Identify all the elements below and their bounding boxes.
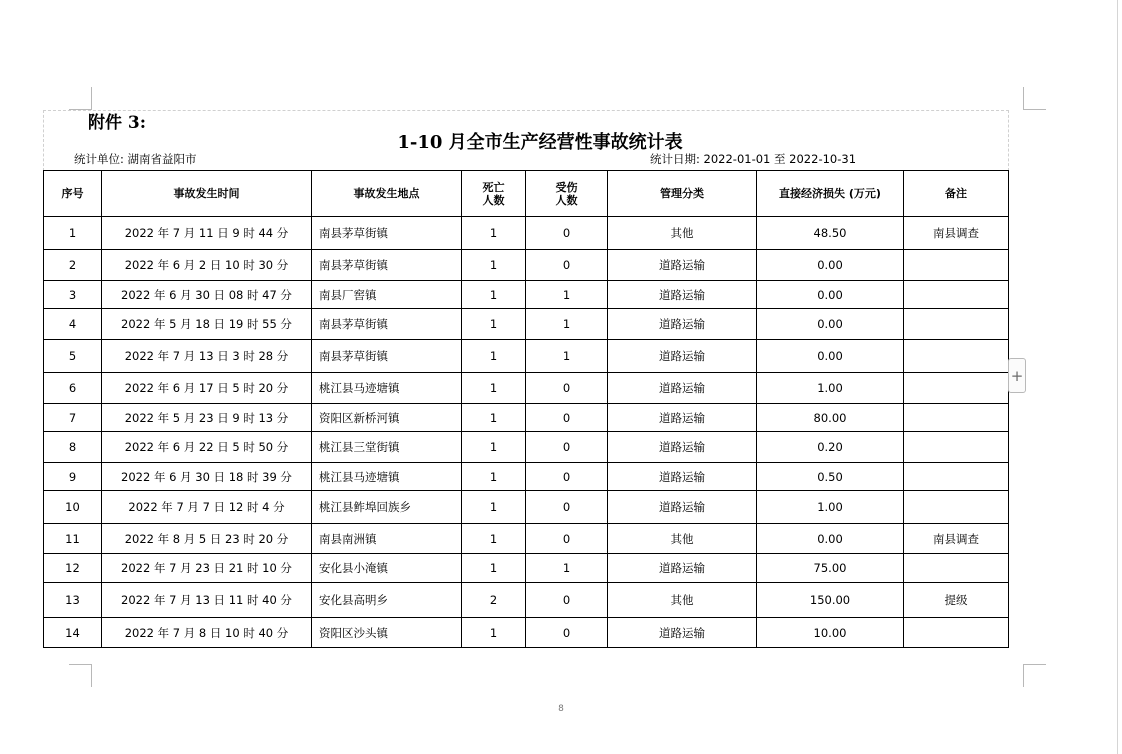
cell-note <box>904 250 1009 281</box>
statistics-unit: 统计单位: 湖南省益阳市 <box>74 152 197 166</box>
cell-loss: 1.00 <box>757 373 904 404</box>
cell-injured: 1 <box>526 554 608 583</box>
cell-loss: 0.00 <box>757 524 904 554</box>
cell-seq: 6 <box>44 373 102 404</box>
cell-injured: 0 <box>526 618 608 648</box>
header-seq: 序号 <box>44 171 102 217</box>
document-edge <box>1117 0 1118 754</box>
cell-seq: 1 <box>44 217 102 250</box>
cell-injured: 0 <box>526 250 608 281</box>
cell-injured: 0 <box>526 524 608 554</box>
cell-injured: 0 <box>526 583 608 618</box>
cell-category: 其他 <box>608 217 757 250</box>
cell-category: 道路运输 <box>608 432 757 463</box>
cell-category: 道路运输 <box>608 463 757 491</box>
cell-seq: 2 <box>44 250 102 281</box>
cell-deaths: 1 <box>462 554 526 583</box>
header-loss: 直接经济损失 (万元) <box>757 171 904 217</box>
cell-note <box>904 554 1009 583</box>
cell-category: 道路运输 <box>608 281 757 309</box>
cell-loss: 0.20 <box>757 432 904 463</box>
cell-deaths: 1 <box>462 404 526 432</box>
cell-seq: 11 <box>44 524 102 554</box>
header-deaths-line1: 死亡 <box>482 180 505 194</box>
cell-injured: 0 <box>526 491 608 524</box>
header-injured-line1: 受伤 <box>555 180 578 194</box>
cell-injured: 0 <box>526 404 608 432</box>
cell-loss: 80.00 <box>757 404 904 432</box>
table-row <box>44 432 1009 463</box>
cell-note: 南县调查 <box>904 217 1009 250</box>
table-row <box>44 250 1009 281</box>
document-title: 1-10 月全市生产经营性事故统计表 <box>397 132 683 153</box>
cell-location: 安化县高明乡 <box>312 583 462 618</box>
cell-location: 桃江县马迹塘镇 <box>312 373 462 404</box>
table-row <box>44 281 1009 309</box>
header-deaths <box>462 171 526 217</box>
table-row <box>44 404 1009 432</box>
cell-location: 资阳区新桥河镇 <box>312 404 462 432</box>
cell-injured: 0 <box>526 432 608 463</box>
cell-seq: 10 <box>44 491 102 524</box>
table-row <box>44 583 1009 618</box>
cell-category: 道路运输 <box>608 340 757 373</box>
cell-deaths: 1 <box>462 281 526 309</box>
cell-deaths: 1 <box>462 373 526 404</box>
cell-deaths: 1 <box>462 250 526 281</box>
table-row <box>44 463 1009 491</box>
cell-category: 道路运输 <box>608 373 757 404</box>
cell-location: 桃江县鲊埠回族乡 <box>312 491 462 524</box>
header-category: 管理分类 <box>608 171 757 217</box>
cell-loss: 48.50 <box>757 217 904 250</box>
cell-time: 2022 年 8 月 5 日 23 时 20 分 <box>102 524 312 554</box>
cell-time: 2022 年 7 月 13 日 11 时 40 分 <box>102 583 312 618</box>
cell-time: 2022 年 6 月 17 日 5 时 20 分 <box>102 373 312 404</box>
cell-time: 2022 年 6 月 30 日 08 时 47 分 <box>102 281 312 309</box>
cell-seq: 13 <box>44 583 102 618</box>
cell-note <box>904 404 1009 432</box>
crop-mark-top-right <box>1023 87 1046 110</box>
cell-time: 2022 年 7 月 7 日 12 时 4 分 <box>102 491 312 524</box>
cell-time: 2022 年 7 月 13 日 3 时 28 分 <box>102 340 312 373</box>
cell-deaths: 1 <box>462 524 526 554</box>
cell-location: 南县茅草街镇 <box>312 250 462 281</box>
cell-category: 道路运输 <box>608 309 757 340</box>
cell-deaths: 1 <box>462 309 526 340</box>
cell-note <box>904 309 1009 340</box>
table-row <box>44 491 1009 524</box>
cell-note <box>904 373 1009 404</box>
cell-note <box>904 281 1009 309</box>
cell-deaths: 1 <box>462 340 526 373</box>
cell-seq: 9 <box>44 463 102 491</box>
cell-note <box>904 463 1009 491</box>
cell-category: 其他 <box>608 583 757 618</box>
cell-note: 南县调查 <box>904 524 1009 554</box>
table-row <box>44 618 1009 648</box>
cell-category: 道路运输 <box>608 250 757 281</box>
table-row <box>44 554 1009 583</box>
cell-loss: 75.00 <box>757 554 904 583</box>
header-location: 事故发生地点 <box>312 171 462 217</box>
table-row <box>44 309 1009 340</box>
cell-seq: 7 <box>44 404 102 432</box>
cell-category: 道路运输 <box>608 554 757 583</box>
cell-deaths: 1 <box>462 618 526 648</box>
cell-time: 2022 年 7 月 23 日 21 时 10 分 <box>102 554 312 583</box>
table-header-row <box>44 171 1009 217</box>
cell-injured: 0 <box>526 373 608 404</box>
cell-category: 道路运输 <box>608 491 757 524</box>
annex-label: 附件 3: <box>88 113 147 133</box>
cell-seq: 8 <box>44 432 102 463</box>
cell-time: 2022 年 5 月 23 日 9 时 13 分 <box>102 404 312 432</box>
cell-loss: 0.00 <box>757 250 904 281</box>
cell-loss: 0.50 <box>757 463 904 491</box>
crop-mark-top-left <box>69 87 92 110</box>
cell-deaths: 1 <box>462 432 526 463</box>
cell-note: 提级 <box>904 583 1009 618</box>
cell-note <box>904 432 1009 463</box>
statistics-date: 统计日期: 2022-01-01 至 2022-10-31 <box>650 152 857 166</box>
cell-loss: 150.00 <box>757 583 904 618</box>
cell-time: 2022 年 6 月 30 日 18 时 39 分 <box>102 463 312 491</box>
cell-location: 南县南洲镇 <box>312 524 462 554</box>
header-injured-line2: 人数 <box>555 193 578 207</box>
cell-seq: 12 <box>44 554 102 583</box>
cell-seq: 4 <box>44 309 102 340</box>
cell-seq: 3 <box>44 281 102 309</box>
cell-injured: 0 <box>526 217 608 250</box>
cell-loss: 1.00 <box>757 491 904 524</box>
cell-injured: 1 <box>526 309 608 340</box>
cell-injured: 1 <box>526 281 608 309</box>
cell-location: 安化县小淹镇 <box>312 554 462 583</box>
header-injured <box>526 171 608 217</box>
cell-loss: 10.00 <box>757 618 904 648</box>
accident-statistics-table <box>43 170 1009 648</box>
crop-mark-bottom-left <box>69 664 92 687</box>
cell-location: 南县茅草街镇 <box>312 217 462 250</box>
cell-category: 道路运输 <box>608 618 757 648</box>
cell-location: 南县茅草街镇 <box>312 340 462 373</box>
table-row <box>44 217 1009 250</box>
cell-location: 桃江县三堂街镇 <box>312 432 462 463</box>
cell-location: 桃江县马迹塘镇 <box>312 463 462 491</box>
cell-note <box>904 618 1009 648</box>
cell-seq: 14 <box>44 618 102 648</box>
page-number: 8 <box>558 704 564 714</box>
header-time: 事故发生时间 <box>102 171 312 217</box>
cell-injured: 0 <box>526 463 608 491</box>
cell-loss: 0.00 <box>757 340 904 373</box>
cell-location: 资阳区沙头镇 <box>312 618 462 648</box>
cell-location: 南县厂窖镇 <box>312 281 462 309</box>
table-row <box>44 373 1009 404</box>
cell-loss: 0.00 <box>757 309 904 340</box>
cell-time: 2022 年 5 月 18 日 19 时 55 分 <box>102 309 312 340</box>
crop-mark-bottom-right <box>1023 664 1046 687</box>
header-note: 备注 <box>904 171 1009 217</box>
cell-seq: 5 <box>44 340 102 373</box>
cell-time: 2022 年 7 月 8 日 10 时 40 分 <box>102 618 312 648</box>
cell-category: 其他 <box>608 524 757 554</box>
cell-note <box>904 491 1009 524</box>
cell-loss: 0.00 <box>757 281 904 309</box>
cell-deaths: 1 <box>462 463 526 491</box>
cell-note <box>904 340 1009 373</box>
cell-location: 南县茅草街镇 <box>312 309 462 340</box>
cell-category: 道路运输 <box>608 404 757 432</box>
cell-time: 2022 年 7 月 11 日 9 时 44 分 <box>102 217 312 250</box>
header-deaths-line2: 人数 <box>482 193 505 207</box>
cell-deaths: 1 <box>462 217 526 250</box>
add-button[interactable]: + <box>1008 358 1026 393</box>
cell-time: 2022 年 6 月 22 日 5 时 50 分 <box>102 432 312 463</box>
table-row <box>44 340 1009 373</box>
table-row <box>44 524 1009 554</box>
cell-injured: 1 <box>526 340 608 373</box>
cell-deaths: 1 <box>462 491 526 524</box>
cell-time: 2022 年 6 月 2 日 10 时 30 分 <box>102 250 312 281</box>
cell-deaths: 2 <box>462 583 526 618</box>
